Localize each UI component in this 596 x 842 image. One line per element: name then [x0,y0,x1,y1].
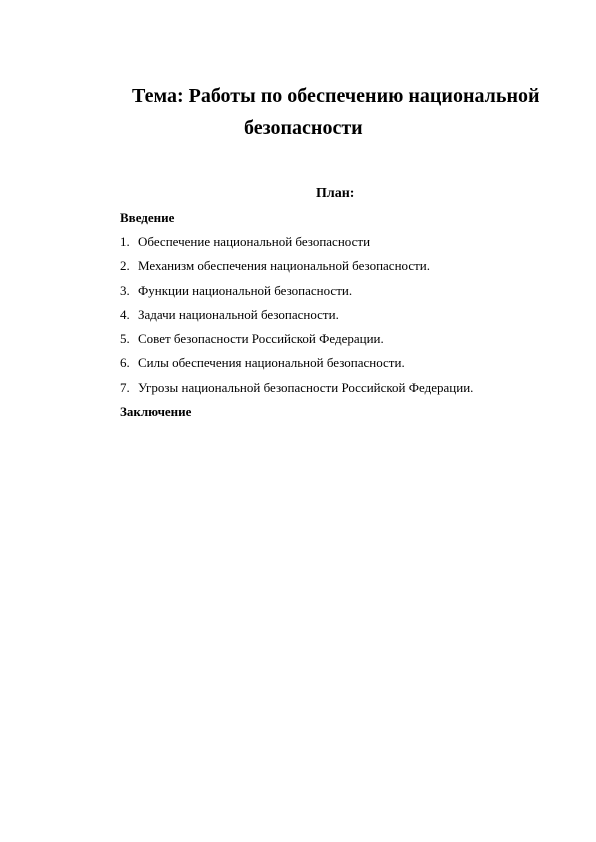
plan-item-text: Задачи национальной безопасности. [138,306,339,322]
plan-item-text: Угрозы национальной безопасности Российской Федерации. [138,379,474,395]
plan-item-6 [120,354,473,378]
plan-list [120,233,473,403]
plan-item-text: Обеспечение национальной безопасности [138,234,371,249]
plan-item-1 [120,233,473,257]
plan-item-text: Силы обеспечения национальной безопасности. [138,355,405,371]
plan-item-number: 6. [120,355,130,371]
plan-heading: План: [316,186,355,201]
plan-item-7 [120,379,473,403]
plan-item-text: Механизм обеспечения национальной безопасности. [138,258,431,274]
document-title-line-1: Тема: Работы по обеспечению национальной [132,85,540,107]
plan-item-number: 3. [120,282,130,298]
plan-item-number: 2. [120,258,130,274]
plan-item-number: 7. [120,379,130,395]
plan-item-4 [120,306,473,330]
plan-item-number: 4. [120,306,130,322]
plan-item-text: Совет безопасности Российской Федерации. [138,331,384,347]
conclusion-heading: Заключение [120,404,192,419]
plan-item-text: Функции национальной безопасности. [138,282,353,298]
plan-item-5 [120,330,473,354]
plan-item-number: 1. [120,234,130,249]
plan-item-number: 5. [120,331,130,347]
plan-item-2 [120,257,473,281]
plan-item-3 [120,282,473,306]
intro-heading: Введение [120,210,175,225]
document-title-line-2: безопасности [244,117,363,139]
